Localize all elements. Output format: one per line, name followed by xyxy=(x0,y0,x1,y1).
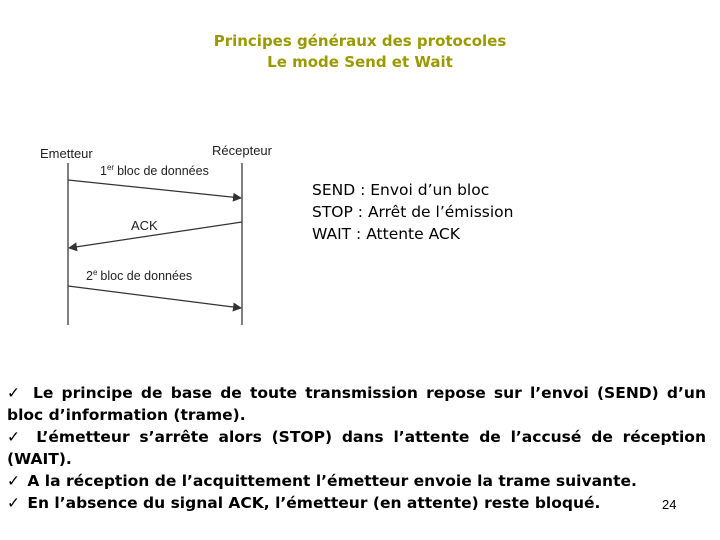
bullet-text: A la réception de l’acquittement l’émetteur envoie la trame suivante. xyxy=(27,472,637,490)
receiver-label: Récepteur xyxy=(212,143,272,158)
bullet-continuation: (WAIT). xyxy=(7,450,72,468)
ack-label: ACK xyxy=(131,218,158,233)
frame2-superscript: e xyxy=(92,268,98,277)
frame1-arrow xyxy=(68,180,241,198)
sender-label: Emetteur xyxy=(40,146,93,161)
frame2-arrow xyxy=(68,286,241,308)
bullet-text: L’émetteur s’arrête alors (STOP) dans l’attente de l’accusé de réception xyxy=(36,428,706,446)
definition-key: WAIT xyxy=(312,225,352,243)
definition-text: Envoi d’un bloc xyxy=(370,181,490,199)
check-icon: ✓ xyxy=(7,384,23,402)
check-icon: ✓ xyxy=(7,428,25,446)
frame1-text: bloc de données xyxy=(117,164,209,178)
slide-title: Principes généraux des protocoles xyxy=(213,32,507,50)
definition-key: STOP xyxy=(312,203,353,221)
bullet-item xyxy=(7,426,706,448)
bullet-continuation: bloc d’information (trame). xyxy=(7,406,246,424)
definition-key: SEND xyxy=(312,181,356,199)
definition-wait: WAIT : Attente ACK xyxy=(312,225,460,243)
frame2-label xyxy=(86,268,192,283)
bullet-list xyxy=(7,382,706,514)
bullet-text: En l’absence du signal ACK, l’émetteur (en attente) reste bloqué. xyxy=(27,494,601,512)
bullet-item xyxy=(7,470,706,492)
bullet-item xyxy=(7,382,706,404)
definition-text: Arrêt de l’émission xyxy=(367,203,514,221)
bullet-text: Le principe de base de toute transmission repose sur l’envoi (SEND) d’un xyxy=(32,384,706,402)
definition-send: SEND : Envoi d’un bloc xyxy=(312,181,490,199)
bullet-item xyxy=(7,492,706,514)
send-wait-diagram xyxy=(30,135,300,335)
slide-subtitle: Le mode Send et Wait xyxy=(267,53,453,71)
check-icon: ✓ xyxy=(7,472,20,490)
definitions-list xyxy=(312,179,513,245)
frame2-number: 2 xyxy=(86,269,93,283)
page-number: 24 xyxy=(662,497,677,512)
frame2-text: bloc de données xyxy=(100,269,193,283)
definition-text: Attente ACK xyxy=(366,225,460,243)
frame1-superscript: er xyxy=(106,163,115,172)
check-icon: ✓ xyxy=(7,494,20,512)
definition-stop: STOP : Arrêt de l’émission xyxy=(312,203,514,221)
frame1-label xyxy=(100,163,209,178)
frame1-number: 1 xyxy=(100,164,107,178)
